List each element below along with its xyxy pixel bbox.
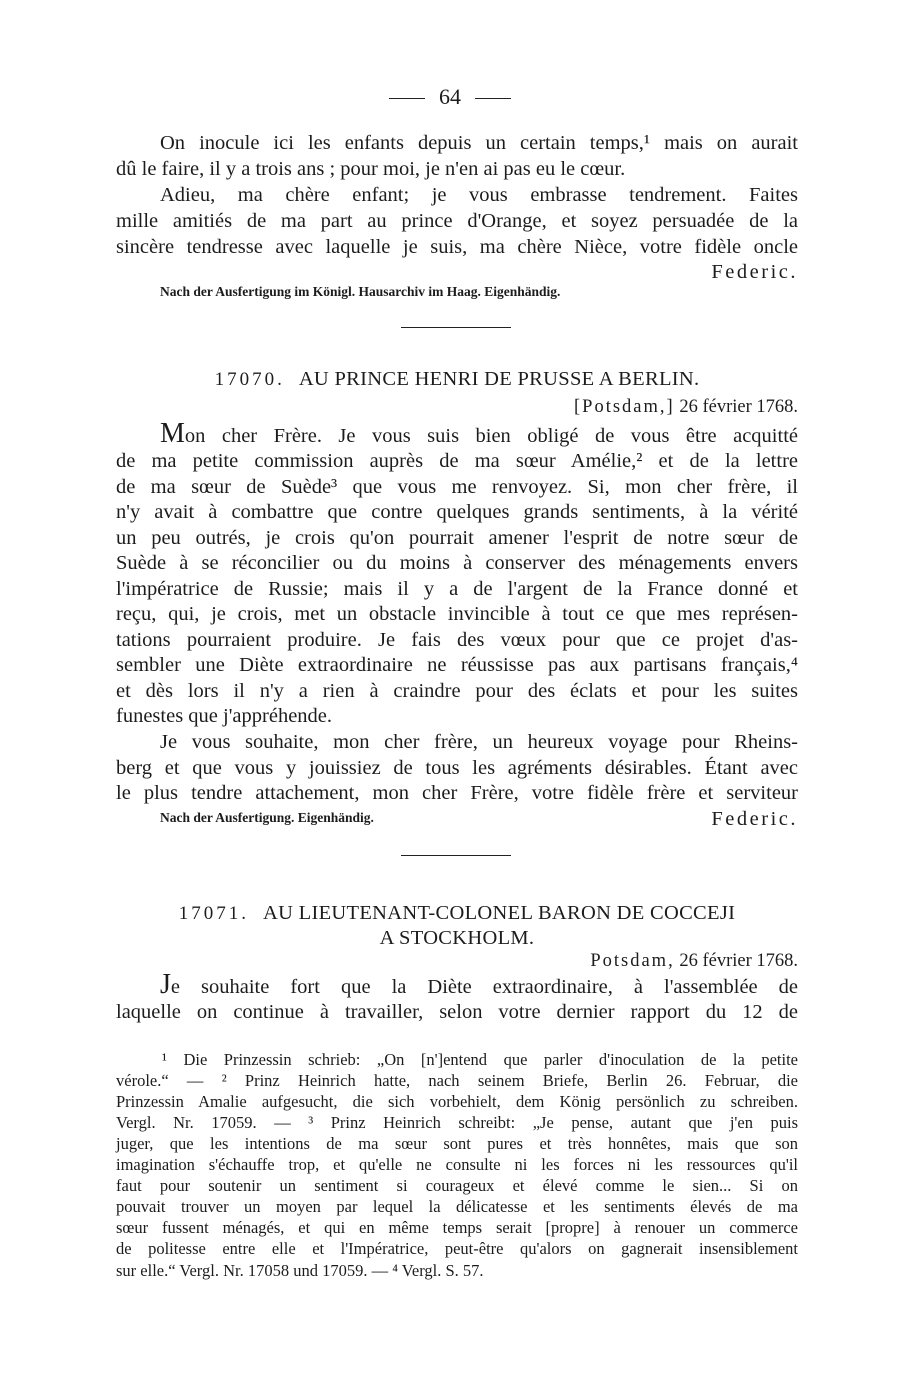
letter-heading bbox=[116, 900, 798, 927]
text-line: On inocule ici les enfants depuis un certain temps,¹ mais on aurait bbox=[160, 132, 798, 154]
text-line: Adieu, ma chère enfant; je vous embrasse tendrement. Faites bbox=[160, 184, 798, 206]
source-note: Nach der Ausfertigung. Eigenhändig. bbox=[160, 810, 374, 825]
text-line: dû le faire, il y a trois ans ; pour moi, je n'en ai pas eu le cœur. bbox=[116, 158, 626, 180]
footnote-line: Vergl. Nr. 17059. — ³ Prinz Heinrich schreibt: „Je pense, autant que j'en puis bbox=[116, 1113, 798, 1132]
dash-left bbox=[389, 98, 425, 99]
letter-title: AU PRINCE HENRI DE PRUSSE A BERLIN. bbox=[298, 368, 700, 390]
page-number-header bbox=[0, 84, 900, 110]
letter-number: 17070. bbox=[214, 369, 285, 390]
signature: Federic. bbox=[711, 261, 798, 283]
footnote-line: sœur fussent ménagés, et qui en même temps serait [propre] à renouer un commerce bbox=[116, 1218, 798, 1237]
text-line: tations pourraient produire. Je fais des vœux pour que ce projet d'as- bbox=[116, 629, 798, 651]
letter-dateline bbox=[116, 948, 798, 974]
footnote-line: imagination s'échauffe trop, et qu'elle ne consulte ni les forces ni les ressources qu'il bbox=[116, 1155, 798, 1174]
section-divider bbox=[401, 327, 511, 328]
text-line: Je vous souhaite, mon cher frère, un heureux voyage pour Rheins- bbox=[160, 731, 798, 753]
text-line: n'y avait à combattre que contre quelques grands sentiments, à la vérité bbox=[116, 501, 798, 523]
letter-date: 26 février 1768. bbox=[679, 951, 798, 971]
footnote-line: de politesse entre elle et l'Impératrice, peut-être qu'alors on gagnerait insensiblement bbox=[116, 1239, 798, 1258]
letter-number: 17071. bbox=[178, 903, 249, 924]
footnote-line: faut pour soutenir un sentiment si courageux et élevé comme le sien... Si on bbox=[116, 1176, 798, 1195]
text-line: sincère tendresse avec laquelle je suis, ma chère Nièce, votre fidèle oncle bbox=[116, 236, 798, 258]
dash-right bbox=[475, 98, 511, 99]
letter-dateline bbox=[116, 394, 798, 420]
letter-title-line2: A STOCKHOLM. bbox=[379, 927, 535, 949]
page-number: 64 bbox=[439, 84, 461, 109]
text-line: berg et que vous y jouissiez de tous les agréments désirables. Étant avec bbox=[116, 757, 798, 779]
text-line: l'impératrice de Russie; mais il y a de l'argent de la France donné et bbox=[116, 578, 798, 600]
text-line: de ma petite commission auprès de ma sœur Amélie,² et de la lettre bbox=[116, 450, 798, 472]
text-line: sembler une Diète extraordinaire ne réussisse pas aux partisans français,⁴ bbox=[116, 654, 798, 676]
letter-place: Potsdam, bbox=[590, 951, 675, 971]
initial-letter: J bbox=[160, 969, 171, 1000]
letter-date: 26 février 1768. bbox=[679, 397, 798, 417]
text-line: un peu outrés, je crois qu'on pourrait amener l'esprit de notre sœur de bbox=[116, 527, 798, 549]
footnote-line: ¹ Die Prinzessin schrieb: „On [n']entend que parler d'inoculation de la petite bbox=[162, 1050, 798, 1069]
footnote-line: vérole.“ — ² Prinz Heinrich hatte, nach seinem Briefe, Berlin 26. Februar, die bbox=[116, 1071, 798, 1090]
text-line: le plus tendre attachement, mon cher Frère, votre fidèle frère et serviteur bbox=[116, 782, 798, 804]
text-line: Mon cher Frère. Je vous suis bien obligé de vous être acquitté bbox=[160, 418, 798, 449]
text-line: laquelle on continue à travailler, selon votre dernier rapport du 12 de bbox=[116, 1001, 798, 1023]
footnote-line: sur elle.“ Vergl. Nr. 17058 und 17059. — ⁴ Vergl. S. 57. bbox=[116, 1261, 484, 1280]
footnote-line: juger, que les intentions de ma sœur sont pures et très honnêtes, mais que son bbox=[116, 1134, 798, 1153]
section-divider bbox=[401, 855, 511, 856]
text-line: reçu, qui, je crois, met un obstacle invincible à tout ce que mes représen- bbox=[116, 603, 798, 625]
footnote-line: pouvait trouver un moyen par lequel la délicatesse et les sentiments élevés de ma bbox=[116, 1197, 798, 1216]
text-line: Je souhaite fort que la Diète extraordinaire, à l'assemblée de bbox=[160, 969, 798, 1000]
footnote-line: Prinzessin Amalie aufgesucht, die sich vorbehielt, dem König persönlich zu schreiben. bbox=[116, 1092, 798, 1111]
source-note: Nach der Ausfertigung im Königl. Hausarchiv im Haag. Eigenhändig. bbox=[160, 284, 561, 299]
letter-title: AU LIEUTENANT-COLONEL BARON DE COCCEJI bbox=[263, 902, 736, 924]
text-line: funestes que j'appréhende. bbox=[116, 705, 333, 727]
letter-place: [Potsdam,] bbox=[574, 397, 675, 417]
signature: Federic. bbox=[711, 808, 798, 830]
text-line: mille amitiés de ma part au prince d'Orange, et soyez persuadée de la bbox=[116, 210, 798, 232]
initial-letter: M bbox=[160, 418, 185, 449]
text-line: de ma sœur de Suède³ que vous me renvoyez. Si, mon cher frère, il bbox=[116, 476, 798, 498]
text-line: et dès lors il n'y a rien à craindre pour des éclats et pour les suites bbox=[116, 680, 798, 702]
letter-heading bbox=[116, 366, 798, 393]
text-line: Suède à se réconcilier ou du moins à conserver des ménagements envers bbox=[116, 552, 798, 574]
